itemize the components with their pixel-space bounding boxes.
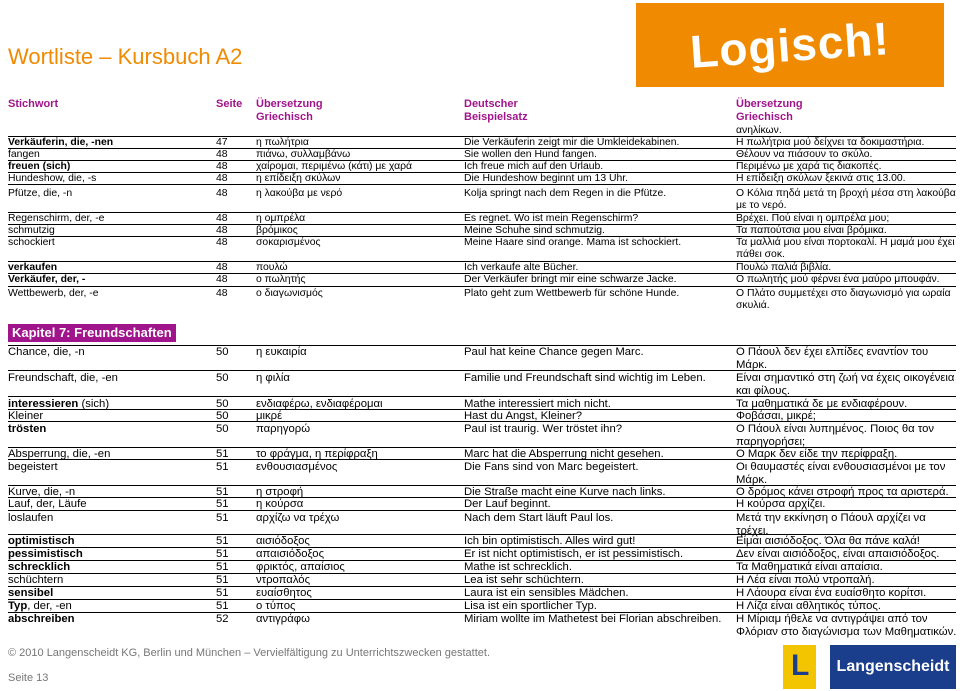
stichwort-cell (8, 423, 46, 436)
row-divider (8, 148, 956, 149)
stichwort-text: Verkäufer, der, - (8, 274, 86, 285)
seite-cell: 51 (216, 486, 229, 498)
header-uebersetzung: Übersetzung Griechisch (256, 98, 323, 123)
uebersetzung-cell: ο διαγωνισμός (256, 288, 323, 299)
seite-cell: 48 (216, 237, 228, 248)
uebersetzung-cell: η ευκαιρία (256, 346, 307, 358)
row-divider (8, 485, 956, 486)
satz-uebersetzung-cell: Πουλώ παλιά βιβλία. (736, 262, 832, 273)
satz-uebersetzung-cell: Η κούρσα αρχίζει. (736, 498, 826, 510)
seite-cell: 48 (216, 225, 228, 236)
stichwort-text: interessieren (8, 398, 79, 410)
beispielsatz-cell: Hast du Angst, Kleiner? (464, 410, 583, 422)
beispielsatz-cell: Nach dem Start läuft Paul los. (464, 512, 614, 524)
logo-text: Logisch! (688, 12, 892, 78)
satz-uebersetzung-cell: Ο δρόμος κάνει στροφή προς τα αριστερά. (736, 486, 949, 498)
stichwort-cell (8, 512, 53, 525)
satz-uebersetzung-cell: Τα μαλλιά μου είναι πορτοκαλί. Η μαμά μου έχει πάθει σοκ. (736, 237, 955, 260)
seite-cell: 48 (216, 188, 228, 199)
uebersetzung-cell: φρικτός, απαίσιος (256, 561, 345, 573)
stichwort-cell (8, 613, 75, 626)
satz-uebersetzung-cell: Η Λίζα είναι αθλητικός τύπος. (736, 600, 882, 612)
beispielsatz-cell: Ich verkaufe alte Bücher. (464, 262, 579, 273)
langenscheidt-mark (783, 645, 816, 689)
row-divider (8, 236, 956, 237)
stichwort-text: Kleiner (8, 410, 44, 422)
uebersetzung-cell: παρηγορώ (256, 423, 311, 435)
seite-cell: 50 (216, 372, 229, 384)
stichwort-cell (8, 346, 85, 359)
beispielsatz-cell: Die Verkäuferin zeigt mir die Umkleidekabinen. (464, 137, 680, 148)
beispielsatz-cell: Meine Haare sind orange. Mama ist schockiert. (464, 237, 682, 248)
seite-cell: 48 (216, 274, 228, 285)
satz-uebersetzung-cell: Η επίδειξη σκύλων ξεκινά στις 13.00. (736, 173, 906, 184)
uebersetzung-cell: χαίρομαι, περιμένω (κάτι) με χαρά (256, 161, 412, 172)
uebersetzung-cell: η επίδειξη σκύλων (256, 173, 341, 184)
uebersetzung-cell: ενδιαφέρω, ενδιαφέρομαι (256, 398, 383, 410)
satz-uebersetzung-cell: Ο Πάουλ είναι λυπημένος. Ποιος θα τον παρηγορήσει; (736, 423, 935, 448)
stichwort-text: pessimistisch (8, 548, 83, 560)
satz-uebersetzung-cell: Η Λέα είναι πολύ ντροπαλή. (736, 574, 875, 586)
satz-uebersetzung-cell: Ο Μαρκ δεν είδε την περίφραξη. (736, 448, 898, 460)
seite-cell: 51 (216, 548, 229, 560)
stichwort-text: Verkäuferin, die, -nen (8, 137, 114, 148)
beispielsatz-cell: Mathe ist schrecklich. (464, 561, 572, 573)
row-divider (8, 547, 956, 548)
beispielsatz-cell: Die Hundeshow beginnt um 13 Uhr. (464, 173, 629, 184)
stichwort-text: schrecklich (8, 561, 71, 573)
uebersetzung-cell: ντροπαλός (256, 574, 311, 586)
satz-uebersetzung-cell: Είμαι αισιόδοξος. Όλα θα πάνε καλά! (736, 535, 920, 547)
beispielsatz-cell: Sie wollen den Hund fangen. (464, 149, 597, 160)
seite-cell: 51 (216, 535, 229, 547)
row-divider (8, 212, 956, 213)
stichwort-text: sensibel (8, 587, 54, 599)
row-divider (8, 459, 956, 460)
seite-cell: 50 (216, 423, 229, 435)
uebersetzung-cell: πιάνω, συλλαμβάνω (256, 149, 351, 160)
seite-cell: 48 (216, 173, 228, 184)
row-divider (8, 396, 956, 397)
stichwort-cell (8, 288, 98, 300)
row-divider (8, 560, 956, 561)
beispielsatz-cell: Der Lauf beginnt. (464, 498, 551, 510)
header-beispielsatz: Deutscher Beispielsatz (464, 98, 528, 123)
carry-text: ανηλίκων. (736, 125, 782, 136)
satz-uebersetzung-cell: Ο πωλητής μού φέρνει ένα μαύρο μπουφάν. (736, 274, 940, 285)
stichwort-text: Hundeshow, die, -s (8, 173, 97, 184)
stichwort-cell (8, 274, 85, 286)
uebersetzung-cell: η κούρσα (256, 498, 304, 510)
satz-uebersetzung-cell: Η Λάουρα είναι ένα ευαίσθητο κορίτσι. (736, 587, 927, 599)
satz-uebersetzung-cell: Φοβάσαι, μικρέ; (736, 410, 816, 422)
stichwort-text: optimistisch (8, 535, 75, 547)
header-uebersetzung-satz: Übersetzung Griechisch (736, 98, 803, 123)
seite-cell: 51 (216, 448, 229, 460)
beispielsatz-cell: Kolja springt nach dem Regen in die Pfütze. (464, 188, 667, 199)
row-divider (8, 184, 956, 185)
seite-cell: 51 (216, 574, 229, 586)
row-divider (8, 534, 956, 535)
satz-uebersetzung-cell: Δεν είναι αισιόδοξος, είναι απαισιόδοξος. (736, 548, 940, 560)
stichwort-text: Pfütze, die, -n (8, 188, 73, 199)
beispielsatz-cell: Paul ist traurig. Wer tröstet ihn? (464, 423, 623, 435)
seite-cell: 50 (216, 346, 229, 358)
seite-cell: 51 (216, 498, 229, 510)
seite-cell: 50 (216, 398, 229, 410)
beispielsatz-cell: Miriam wollte im Mathetest bei Florian abschreiben. (464, 613, 722, 625)
beispielsatz-cell: Ich bin optimistisch. Alles wird gut! (464, 535, 636, 547)
stichwort-text: fangen (8, 149, 40, 160)
header-stichwort: Stichwort (8, 98, 59, 110)
seite-cell: 51 (216, 600, 229, 612)
row-divider (8, 286, 956, 287)
stichwort-cell (8, 461, 58, 474)
satz-uebersetzung-cell: Η Μίριαμ ήθελε να αντιγράψει από τον Φλόριαν στο διαγώνισμα των Μαθηματικών. (736, 613, 957, 638)
satz-uebersetzung-cell: Μετά την εκκίνηση ο Πάουλ αρχίζει να τρέχει. (736, 512, 926, 537)
stichwort-suffix: , der, -en (27, 600, 72, 612)
stichwort-text: Kurve, die, -n (8, 486, 76, 498)
beispielsatz-cell: Marc hat die Absperrung nicht gesehen. (464, 448, 664, 460)
stichwort-text: Regenschirm, der, -e (8, 213, 105, 224)
beispielsatz-cell: Plato geht zum Wettbewerb für schöne Hunde. (464, 288, 680, 299)
beispielsatz-cell: Die Fans sind von Marc begeistert. (464, 461, 639, 473)
uebersetzung-cell: η λακούβα με νερό (256, 188, 343, 199)
satz-uebersetzung-cell: Ο Πλάτο συμμετέχει στο διαγωνισμό για ωραία σκυλιά. (736, 288, 951, 311)
stichwort-text: verkaufen (8, 262, 58, 273)
stichwort-text: abschreiben (8, 613, 75, 625)
row-divider (8, 345, 956, 346)
uebersetzung-cell: η φιλία (256, 372, 290, 384)
stichwort-cell (8, 372, 118, 385)
row-divider (8, 409, 956, 410)
satz-uebersetzung-cell: Περιμένω με χαρά τις διακοπές. (736, 161, 882, 172)
row-divider (8, 224, 956, 225)
beispielsatz-cell: Familie und Freundschaft sind wichtig im Leben. (464, 372, 706, 384)
beispielsatz-cell: Der Verkäufer bringt mir eine schwarze Jacke. (464, 274, 677, 285)
row-divider (8, 599, 956, 600)
satz-uebersetzung-cell: Τα Μαθηματικά είναι απαίσια. (736, 561, 883, 573)
stichwort-text: Freundschaft, die, -en (8, 372, 118, 384)
stichwort-text: schmutzig (8, 225, 55, 236)
beispielsatz-cell: Mathe interessiert mich nicht. (464, 398, 611, 410)
satz-uebersetzung-cell: Τα μαθηματικά δε με ενδιαφέρουν. (736, 398, 908, 410)
uebersetzung-cell: η ομπρέλα (256, 213, 306, 224)
satz-uebersetzung-cell: Ο Πάουλ δεν έχει ελπίδες εναντίον του Μάρκ. (736, 346, 929, 371)
beispielsatz-cell: Er ist nicht optimistisch, er ist pessimistisch. (464, 548, 684, 560)
seite-cell: 48 (216, 288, 228, 299)
row-divider (8, 370, 956, 371)
uebersetzung-cell: το φράγμα, η περίφραξη (256, 448, 378, 460)
seite-cell: 51 (216, 561, 229, 573)
seite-cell: 48 (216, 149, 228, 160)
uebersetzung-cell: μικρέ (256, 410, 283, 422)
satz-uebersetzung-cell: Η πωλήτρια μού δείχνει τα δοκιμαστήρια. (736, 137, 925, 148)
seite-cell: 48 (216, 161, 228, 172)
stichwort-cell (8, 188, 72, 200)
satz-uebersetzung-cell: Οι θαυμαστές είναι ενθουσιασμένοι με τον Μάρκ. (736, 461, 946, 486)
row-divider (8, 497, 956, 498)
row-divider (8, 421, 956, 422)
beispielsatz-cell: Ich freue mich auf den Urlaub. (464, 161, 604, 172)
row-divider (8, 273, 956, 274)
page-number: Seite 13 (8, 672, 49, 684)
uebersetzung-cell: ενθουσιασμένος (256, 461, 338, 473)
satz-uebersetzung-cell: Θέλουν να πιάσουν το σκύλο. (736, 149, 873, 160)
seite-cell: 51 (216, 512, 229, 524)
uebersetzung-cell: αρχίζω να τρέχω (256, 512, 340, 524)
row-divider (8, 573, 956, 574)
page-title: Wortliste – Kursbuch A2 (8, 44, 243, 69)
copyright-footer: © 2010 Langenscheidt KG, Berlin und München – Vervielfältigung zu Unterrichtszwecken gestattet. (8, 647, 490, 659)
stichwort-text: Lauf, der, Läufe (8, 498, 87, 510)
uebersetzung-cell: η πωλήτρια (256, 137, 309, 148)
satz-uebersetzung-cell: Βρέχει. Πού είναι η ομπρέλα μου; (736, 213, 890, 224)
langenscheidt-logo: Langenscheidt (830, 645, 956, 689)
seite-cell: 50 (216, 410, 229, 422)
uebersetzung-cell: απαισιόδοξος (256, 548, 325, 560)
satz-uebersetzung-cell: Τα παπούτσια μου είναι βρόμικα. (736, 225, 887, 236)
beispielsatz-cell: Die Straße macht eine Kurve nach links. (464, 486, 666, 498)
uebersetzung-cell: πουλώ (256, 262, 288, 273)
stichwort-text: trösten (8, 423, 47, 435)
row-divider (8, 612, 956, 613)
stichwort-text: begeistert (8, 461, 58, 473)
uebersetzung-cell: αντιγράφω (256, 613, 310, 625)
seite-cell: 48 (216, 213, 228, 224)
chapter-heading: Kapitel 7: Freundschaften (8, 324, 176, 342)
seite-cell: 51 (216, 587, 229, 599)
uebersetzung-cell: η στροφή (256, 486, 304, 498)
stichwort-text: Chance, die, -n (8, 346, 85, 358)
stichwort-text: Typ (8, 600, 28, 612)
stichwort-text: schockiert (8, 237, 55, 248)
beispielsatz-cell: Paul hat keine Chance gegen Marc. (464, 346, 644, 358)
stichwort-text: Absperrung, die, -en (8, 448, 111, 460)
uebersetzung-cell: ο τύπος (256, 600, 296, 612)
seite-cell: 51 (216, 461, 229, 473)
seite-cell: 48 (216, 262, 228, 273)
beispielsatz-cell: Es regnet. Wo ist mein Regenschirm? (464, 213, 639, 224)
logisch-logo (636, 3, 944, 87)
row-divider (8, 136, 956, 137)
satz-uebersetzung-cell: Ο Κόλια πηδά μετά τη βροχή μέσα στη λακούβα με το νερό. (736, 188, 956, 211)
row-divider (8, 172, 956, 173)
beispielsatz-cell: Laura ist ein sensibles Mädchen. (464, 587, 629, 599)
uebersetzung-cell: αισιόδοξος (256, 535, 310, 547)
seite-cell: 47 (216, 137, 228, 148)
uebersetzung-cell: ο πωλητής (256, 274, 306, 285)
stichwort-suffix: (sich) (78, 398, 110, 410)
beispielsatz-cell: Lea ist sehr schüchtern. (464, 574, 584, 586)
stichwort-text: freuen (sich) (8, 161, 71, 172)
uebersetzung-cell: ευαίσθητος (256, 587, 312, 599)
beispielsatz-cell: Lisa ist ein sportlicher Typ. (464, 600, 597, 612)
uebersetzung-cell: βρόμικος (256, 225, 298, 236)
stichwort-text: schüchtern (8, 574, 64, 586)
row-divider (8, 510, 956, 511)
row-divider (8, 447, 956, 448)
satz-uebersetzung-cell: Είναι σημαντικό στη ζωή να έχεις οικογένεια και φίλους. (736, 372, 955, 397)
row-divider (8, 261, 956, 262)
row-divider (8, 160, 956, 161)
seite-cell: 52 (216, 613, 229, 625)
beispielsatz-cell: Meine Schuhe sind schmutzig. (464, 225, 605, 236)
stichwort-cell (8, 237, 55, 249)
header-seite: Seite (216, 98, 243, 110)
uebersetzung-cell: σοκαρισμένος (256, 237, 321, 248)
stichwort-text: loslaufen (8, 512, 54, 524)
row-divider (8, 586, 956, 587)
stichwort-text: Wettbewerb, der, -e (8, 288, 99, 299)
